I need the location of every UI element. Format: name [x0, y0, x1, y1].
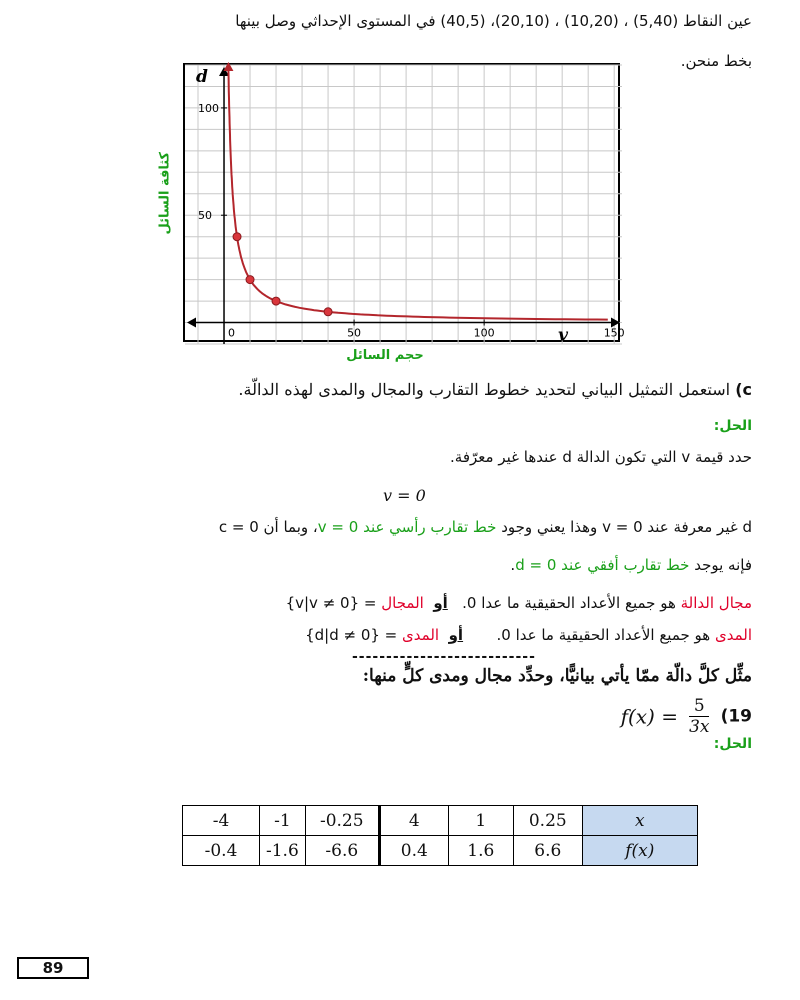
data-point — [233, 233, 241, 241]
y-axis-letter: d — [196, 67, 208, 87]
range-line — [305, 626, 752, 644]
solution-step-1: حدد قيمة v التي تكون الدالة d عندها غير معرّفة. — [450, 448, 752, 466]
table-cell: 0.4 — [379, 836, 448, 866]
intro-line-2: بخط منحن. — [680, 52, 752, 70]
solution-step-3 — [219, 518, 752, 536]
function-name: f(x) = — [620, 704, 678, 729]
table-cell: 1 — [448, 806, 513, 836]
range-text: هو جميع الأعداد الحقيقية ما عدا 0. — [496, 626, 715, 644]
page-number: 89 — [17, 957, 89, 979]
x-tick-label: 0 — [228, 326, 236, 340]
range-set: = {d|d ≠ 0} — [305, 626, 403, 644]
part-c-label: c) — [735, 380, 752, 399]
table-cell: -0.4 — [183, 836, 260, 866]
data-point — [246, 276, 254, 284]
table-cell: 1.6 — [448, 836, 513, 866]
table-cell: 6.6 — [513, 836, 582, 866]
solution-step-4 — [510, 556, 752, 574]
solution-label-c: الحل: — [713, 418, 752, 434]
asymptote-chart — [183, 63, 625, 346]
x-tick-label: 50 — [347, 326, 362, 340]
part-c-question — [238, 380, 752, 399]
step4-text-b: . — [510, 556, 516, 574]
step4-text-a: فإنه يوجد — [689, 556, 752, 574]
table-header-x: x — [582, 806, 697, 836]
curve-arrow-top — [223, 62, 233, 71]
exercise-number: (19 — [720, 706, 752, 727]
y-tick-label: 50 — [198, 209, 213, 223]
fraction-numerator: 5 — [689, 696, 709, 717]
domain-label: مجال الدالة — [680, 594, 752, 612]
x-tick-label: 150 — [603, 326, 625, 340]
exercise-prompt: مثِّل كلَّ دالّة ممّا يأتي بيانيًّا، وحدِّد مجال ومدى كلٍّ منها: — [362, 666, 752, 686]
x-axis-letter: v — [558, 325, 569, 346]
fraction-denominator: 3x — [689, 717, 710, 737]
horizontal-asymptote-text: خط تقارب أفقي عند d = 0 — [515, 556, 690, 574]
or-word-1: أو — [433, 594, 448, 612]
domain-set: = {v|v ≠ 0} — [285, 594, 382, 612]
fraction — [689, 696, 709, 737]
table-cell: -4 — [183, 806, 260, 836]
chart-svg — [185, 65, 625, 346]
table-header-fx: f(x) — [582, 836, 697, 866]
table-row-x — [183, 806, 698, 836]
range-label-2: المدى — [402, 626, 440, 644]
data-point — [324, 308, 332, 316]
values-table — [182, 805, 698, 866]
solution-step-2: v = 0 — [383, 486, 426, 505]
or-word-2: أو — [448, 626, 464, 644]
table-cell: 0.25 — [513, 806, 582, 836]
domain-label-2: المجال — [381, 594, 424, 612]
table-cell: -1.6 — [260, 836, 306, 866]
vertical-asymptote-text: خط تقارب رأسي عند 0 = v — [317, 518, 497, 536]
x-axis-arrow-left — [187, 318, 196, 328]
data-point — [272, 297, 280, 305]
step3-text-b: ، وبما أن c = 0 — [218, 518, 318, 536]
table-cell: -1 — [260, 806, 306, 836]
range-label: المدى — [714, 626, 752, 644]
separator-line: --------------------------- — [352, 649, 536, 665]
y-tick-label: 100 — [198, 101, 220, 115]
part-c-text: استعمل التمثيل البياني لتحديد خطوط التقارب والمجال والمدى لهذه الدالّة. — [238, 380, 731, 399]
y-axis-title: كثافة السائل — [157, 151, 173, 235]
table-row-fx — [183, 836, 698, 866]
table-cell: -6.6 — [305, 836, 379, 866]
domain-line — [286, 594, 752, 612]
x-tick-label: 100 — [473, 326, 495, 340]
exercise-19 — [621, 696, 752, 737]
intro-line-1: عين النقاط (5,40) ، (10,20) ، (20,10)، (40,5) في المستوى الإحداثي وصل بينها — [235, 12, 752, 30]
table-cell: -0.25 — [305, 806, 379, 836]
step3-text-a: d غير معرفة عند 0 = v وهذا يعني وجود — [496, 518, 752, 536]
solution-label-19: الحل: — [713, 736, 752, 752]
domain-text: هو جميع الأعداد الحقيقية ما عدا 0. — [462, 594, 681, 612]
x-axis-title: حجم السائل — [346, 348, 424, 363]
table-cell: 4 — [379, 806, 448, 836]
